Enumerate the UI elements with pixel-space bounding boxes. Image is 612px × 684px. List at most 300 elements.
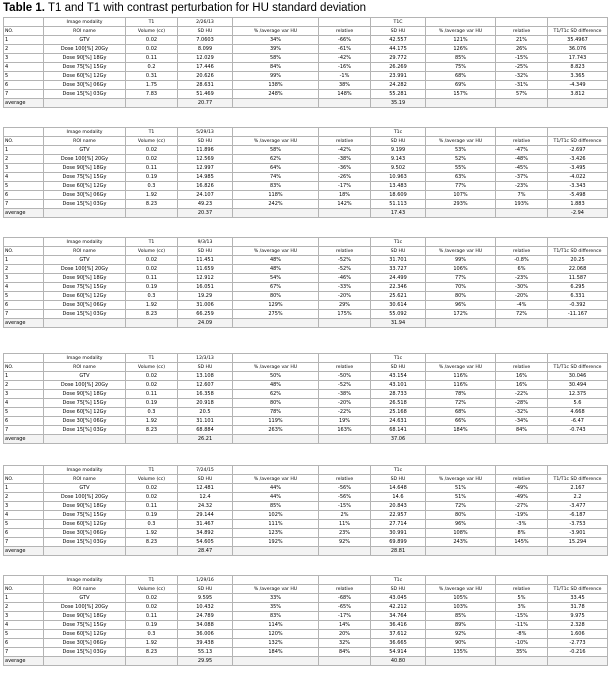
table-cell: 293% <box>426 200 496 209</box>
header-cell <box>426 576 496 585</box>
average-cell <box>496 435 548 444</box>
table-cell: Dose 100[%] 20Gy <box>44 155 126 164</box>
table-cell: 0.3 <box>126 292 178 301</box>
header-cell: T1 <box>126 18 178 27</box>
table-cell: 24.107 <box>178 191 233 200</box>
table-cell: 7.83 <box>126 90 178 99</box>
header-cell: SD HU <box>178 247 233 256</box>
table-cell: 49.23 <box>178 200 233 209</box>
header-row-modality <box>4 576 608 585</box>
average-cell <box>548 319 608 328</box>
session-table-block <box>3 237 607 345</box>
header-cell: T1 <box>126 128 178 137</box>
table-cell: 3 <box>4 274 44 283</box>
table-cell: 48% <box>233 256 319 265</box>
table-cell: 107% <box>426 191 496 200</box>
table-row <box>4 54 608 63</box>
table-cell: 3% <box>496 603 548 612</box>
table-cell: 2% <box>319 511 371 520</box>
table-cell: 0.3 <box>126 630 178 639</box>
table-row <box>4 292 608 301</box>
header-cell: ROI name <box>44 247 126 256</box>
table-row <box>4 372 608 381</box>
table-cell: 0.02 <box>126 146 178 155</box>
table-cell: 2.328 <box>548 621 608 630</box>
table-cell: 36.665 <box>371 639 426 648</box>
header-cell: relative <box>319 585 371 594</box>
table-cell: 11.659 <box>178 265 233 274</box>
average-cell <box>319 657 371 666</box>
table-cell: 6 <box>4 301 44 310</box>
table-cell: 62% <box>233 390 319 399</box>
table-cell: 8.23 <box>126 310 178 319</box>
table-row <box>4 648 608 657</box>
table-cell: 2 <box>4 603 44 612</box>
table-cell: -56% <box>319 484 371 493</box>
table-cell: -23% <box>496 182 548 191</box>
table-cell: Dose 90[%] 18Gy <box>44 502 126 511</box>
table-cell: -28% <box>496 399 548 408</box>
header-cell <box>4 576 44 585</box>
table-cell: 3.812 <box>548 90 608 99</box>
table-row <box>4 621 608 630</box>
table-row <box>4 182 608 191</box>
table-cell: 26.269 <box>371 63 426 72</box>
header-cell: NO. <box>4 27 44 36</box>
table-cell: 48% <box>233 381 319 390</box>
average-cell <box>126 435 178 444</box>
table-cell: 0.3 <box>126 520 178 529</box>
table-row <box>4 502 608 511</box>
table-cell: 12.912 <box>178 274 233 283</box>
table-cell: 103% <box>426 603 496 612</box>
table-cell: 163% <box>319 426 371 435</box>
table-cell: Dose 100[%] 20Gy <box>44 381 126 390</box>
table-cell: 33% <box>233 594 319 603</box>
table-cell: 0.02 <box>126 484 178 493</box>
table-cell: 67% <box>233 283 319 292</box>
table-cell: 3 <box>4 502 44 511</box>
table-row <box>4 146 608 155</box>
header-cell: % /average var HU <box>426 585 496 594</box>
header-cell <box>496 466 548 475</box>
table-cell: 31.78 <box>548 603 608 612</box>
table-cell: -42% <box>319 146 371 155</box>
table-cell: 8.823 <box>548 63 608 72</box>
average-row <box>4 657 608 666</box>
table-cell: 7 <box>4 200 44 209</box>
table-cell: 44% <box>233 484 319 493</box>
table-cell: -0.743 <box>548 426 608 435</box>
table-cell: Dose 100[%] 20Gy <box>44 603 126 612</box>
table-cell: Dose 100[%] 20Gy <box>44 493 126 502</box>
table-cell: -8% <box>496 630 548 639</box>
average-cell: 31.94 <box>371 319 426 328</box>
table-row <box>4 399 608 408</box>
table-cell: 16.358 <box>178 390 233 399</box>
table-row <box>4 274 608 283</box>
table-cell: 29.144 <box>178 511 233 520</box>
table-cell: 29% <box>319 301 371 310</box>
header-cell: % /average var HU <box>233 247 319 256</box>
table-cell: 18.609 <box>371 191 426 200</box>
table-cell: 17.446 <box>178 63 233 72</box>
table-cell: 0.11 <box>126 502 178 511</box>
table-cell: 9.595 <box>178 594 233 603</box>
table-cell: -5.498 <box>548 191 608 200</box>
table-cell: 142% <box>319 200 371 209</box>
table-cell: 0.3 <box>126 408 178 417</box>
table-row <box>4 408 608 417</box>
average-cell <box>126 319 178 328</box>
header-cell: % /average var HU <box>426 137 496 146</box>
average-cell <box>233 547 319 556</box>
header-cell <box>4 128 44 137</box>
header-cell <box>319 576 371 585</box>
table-cell: 7 <box>4 648 44 657</box>
table-cell: -38% <box>319 390 371 399</box>
table-cell: -47% <box>496 146 548 155</box>
table-cell: -45% <box>496 164 548 173</box>
average-cell: 20.77 <box>178 99 233 108</box>
table-cell: 43.045 <box>371 594 426 603</box>
table-cell: Dose 30[%] 06Gy <box>44 529 126 538</box>
header-cell: Volume (cc) <box>126 27 178 36</box>
header-cell: Image modality <box>44 128 126 137</box>
table-cell: 72% <box>426 399 496 408</box>
table-cell: 1.92 <box>126 639 178 648</box>
table-cell: 34.892 <box>178 529 233 538</box>
table-cell: Dose 100[%] 20Gy <box>44 45 126 54</box>
table-cell: 39.438 <box>178 639 233 648</box>
table-cell: 24.499 <box>371 274 426 283</box>
average-cell: 20.37 <box>178 209 233 218</box>
header-cell: T1c <box>371 576 426 585</box>
table-cell: 54.605 <box>178 538 233 547</box>
table-cell: 43.101 <box>371 381 426 390</box>
header-cell: Image modality <box>44 576 126 585</box>
table-cell: 1.92 <box>126 191 178 200</box>
table-cell: 5% <box>496 594 548 603</box>
header-cell: SD HU <box>371 475 426 484</box>
table-cell: Dose 15[%] 03Gy <box>44 426 126 435</box>
table-row <box>4 594 608 603</box>
table-cell: 7 <box>4 538 44 547</box>
table-cell: GTV <box>44 36 126 45</box>
header-cell: Volume (cc) <box>126 247 178 256</box>
average-row <box>4 319 608 328</box>
table-cell: 62% <box>233 155 319 164</box>
header-row-columns <box>4 27 608 36</box>
table-cell: 123% <box>233 529 319 538</box>
table-cell: Dose 15[%] 03Gy <box>44 90 126 99</box>
header-cell: SD HU <box>371 27 426 36</box>
table-cell: 172% <box>426 310 496 319</box>
table-cell: 116% <box>426 372 496 381</box>
table-cell: 8.23 <box>126 538 178 547</box>
average-cell: average <box>4 319 44 328</box>
table-cell: 30.991 <box>371 529 426 538</box>
table-cell: 8% <box>496 529 548 538</box>
table-cell: 36.076 <box>548 45 608 54</box>
table-cell: 118% <box>233 191 319 200</box>
header-cell: SD HU <box>371 247 426 256</box>
header-cell <box>496 354 548 363</box>
table-caption-text: T1 and T1 with contrast perturbation for HU standard deviation <box>44 2 367 14</box>
header-cell <box>548 18 608 27</box>
average-cell <box>426 547 496 556</box>
header-cell: 7/24/15 <box>178 466 233 475</box>
table-cell: 2 <box>4 45 44 54</box>
table-cell: 0.02 <box>126 594 178 603</box>
table-cell: 20.25 <box>548 256 608 265</box>
average-cell <box>233 209 319 218</box>
header-cell <box>233 466 319 475</box>
header-row-modality <box>4 18 608 27</box>
table-cell: -34% <box>496 417 548 426</box>
table-cell: 1 <box>4 372 44 381</box>
table-caption-label: Table 1. <box>3 2 45 14</box>
table-cell: 24.32 <box>178 502 233 511</box>
table-cell: 68% <box>426 72 496 81</box>
table-cell: 66.259 <box>178 310 233 319</box>
table-cell: -27% <box>496 502 548 511</box>
average-cell <box>233 657 319 666</box>
table-cell: 13.483 <box>371 182 426 191</box>
table-cell: 14.6 <box>371 493 426 502</box>
header-cell: Volume (cc) <box>126 137 178 146</box>
table-cell: 30.494 <box>548 381 608 390</box>
table-cell: -4.022 <box>548 173 608 182</box>
table-cell: 5.6 <box>548 399 608 408</box>
average-cell: 26.21 <box>178 435 233 444</box>
table-cell: -3.901 <box>548 529 608 538</box>
table-cell: 148% <box>319 90 371 99</box>
table-row <box>4 484 608 493</box>
table-cell: 1 <box>4 484 44 493</box>
table-cell: 8.23 <box>126 200 178 209</box>
table-cell: 6% <box>496 265 548 274</box>
table-cell: Dose 15[%] 03Gy <box>44 310 126 319</box>
table-cell: 9.502 <box>371 164 426 173</box>
table-cell: 116% <box>426 381 496 390</box>
header-cell <box>233 576 319 585</box>
header-cell: NO. <box>4 585 44 594</box>
header-cell <box>426 128 496 137</box>
average-cell <box>126 99 178 108</box>
header-cell: % /average var HU <box>233 363 319 372</box>
table-cell: 84% <box>233 63 319 72</box>
table-cell: 31.467 <box>178 520 233 529</box>
table-cell: 2 <box>4 493 44 502</box>
average-cell: -2.94 <box>548 209 608 218</box>
header-cell: 1/29/16 <box>178 576 233 585</box>
table-cell: 39% <box>233 45 319 54</box>
table-cell: 58% <box>233 146 319 155</box>
table-cell: 11% <box>319 520 371 529</box>
table-cell: 5 <box>4 630 44 639</box>
table-cell: Dose 30[%] 06Gy <box>44 191 126 200</box>
header-cell: T1c <box>371 238 426 247</box>
table-cell: 54% <box>233 274 319 283</box>
table-cell: 135% <box>426 648 496 657</box>
table-cell: Dose 75[%] 15Gy <box>44 399 126 408</box>
average-cell: average <box>4 209 44 218</box>
table-row <box>4 493 608 502</box>
table-cell: -4.349 <box>548 81 608 90</box>
table-cell: -30% <box>496 283 548 292</box>
table-row <box>4 520 608 529</box>
header-cell: T1C <box>371 18 426 27</box>
table-row <box>4 511 608 520</box>
table-cell: 25.168 <box>371 408 426 417</box>
table-cell: 6.331 <box>548 292 608 301</box>
table-cell: 126% <box>426 45 496 54</box>
header-cell: SD HU <box>178 137 233 146</box>
table-cell: -25% <box>496 63 548 72</box>
header-cell <box>233 18 319 27</box>
table-cell: 72% <box>426 502 496 511</box>
table-cell: -15% <box>496 54 548 63</box>
table-cell: 58% <box>233 54 319 63</box>
table-cell: 7 <box>4 310 44 319</box>
table-cell: -61% <box>319 45 371 54</box>
table-cell: 29.772 <box>371 54 426 63</box>
table-cell: 2 <box>4 265 44 274</box>
table-cell: Dose 90[%] 18Gy <box>44 54 126 63</box>
average-cell <box>126 657 178 666</box>
header-cell <box>4 18 44 27</box>
average-cell <box>496 99 548 108</box>
table-cell: 4 <box>4 283 44 292</box>
header-row-columns <box>4 585 608 594</box>
table-cell: 0.02 <box>126 256 178 265</box>
table-cell: Dose 90[%] 18Gy <box>44 390 126 399</box>
header-cell: relative <box>319 363 371 372</box>
table-cell: Dose 60[%] 12Gy <box>44 520 126 529</box>
table-cell: 4 <box>4 63 44 72</box>
table-cell: 5 <box>4 292 44 301</box>
table-cell: 145% <box>496 538 548 547</box>
table-cell: 2.2 <box>548 493 608 502</box>
table-cell: 75% <box>426 63 496 72</box>
table-cell: -22% <box>319 408 371 417</box>
average-row <box>4 209 608 218</box>
header-cell: relative <box>319 247 371 256</box>
average-cell <box>233 99 319 108</box>
table-cell: 18% <box>319 191 371 200</box>
table-cell: 28.631 <box>178 81 233 90</box>
header-cell: % /average var HU <box>426 363 496 372</box>
table-cell: 57% <box>496 90 548 99</box>
table-cell: 69.899 <box>371 538 426 547</box>
table-cell: 0.02 <box>126 45 178 54</box>
table-cell: -52% <box>319 256 371 265</box>
table-cell: -0.8% <box>496 256 548 265</box>
table-cell: 3 <box>4 390 44 399</box>
table-cell: -32% <box>496 72 548 81</box>
header-cell <box>426 18 496 27</box>
table-cell: -3.495 <box>548 164 608 173</box>
table-cell: 105% <box>426 594 496 603</box>
table-cell: 23% <box>319 529 371 538</box>
table-cell: 90% <box>426 639 496 648</box>
table-cell: Dose 75[%] 15Gy <box>44 511 126 520</box>
header-cell: T1/T1c SD difference <box>548 247 608 256</box>
table-cell: 31.101 <box>178 417 233 426</box>
header-cell: SD HU <box>178 363 233 372</box>
table-cell: 64% <box>233 164 319 173</box>
table-cell: 77% <box>426 182 496 191</box>
header-cell: relative <box>496 137 548 146</box>
table-cell: -3.477 <box>548 502 608 511</box>
table-cell: 4.668 <box>548 408 608 417</box>
table-cell: 51% <box>426 493 496 502</box>
table-cell: 193% <box>496 200 548 209</box>
table-cell: 2.167 <box>548 484 608 493</box>
table-row <box>4 612 608 621</box>
table-cell: 0.3 <box>126 182 178 191</box>
average-cell <box>548 657 608 666</box>
table-row <box>4 265 608 274</box>
table-cell: 1 <box>4 256 44 265</box>
average-cell <box>319 99 371 108</box>
header-cell: Volume (cc) <box>126 585 178 594</box>
table-cell: Dose 60[%] 12Gy <box>44 292 126 301</box>
table-cell: 5 <box>4 182 44 191</box>
header-cell <box>233 238 319 247</box>
table-cell: 35% <box>233 603 319 612</box>
table-cell: 0.19 <box>126 283 178 292</box>
table-cell: -42% <box>319 54 371 63</box>
table-cell: 24.631 <box>371 417 426 426</box>
average-cell <box>426 209 496 218</box>
table-cell: -0.216 <box>548 648 608 657</box>
average-cell <box>496 657 548 666</box>
table-cell: -3.753 <box>548 520 608 529</box>
table-cell: 12.029 <box>178 54 233 63</box>
table-cell: GTV <box>44 256 126 265</box>
table-cell: 31.701 <box>371 256 426 265</box>
table-cell: -26% <box>319 173 371 182</box>
table-cell: -4% <box>496 301 548 310</box>
header-cell: relative <box>319 475 371 484</box>
table-cell: 35% <box>496 648 548 657</box>
table-cell: -16% <box>319 63 371 72</box>
header-row-modality <box>4 354 608 363</box>
table-cell: 20.843 <box>371 502 426 511</box>
table-cell: -32% <box>496 408 548 417</box>
session-table <box>3 353 608 444</box>
table-cell: 78% <box>233 408 319 417</box>
average-cell: average <box>4 435 44 444</box>
table-cell: -56% <box>319 493 371 502</box>
header-cell <box>426 466 496 475</box>
table-cell: 84% <box>496 426 548 435</box>
table-cell: -3% <box>496 520 548 529</box>
table-cell: 83% <box>233 612 319 621</box>
table-cell: 99% <box>426 256 496 265</box>
average-cell <box>426 99 496 108</box>
table-cell: 275% <box>233 310 319 319</box>
table-cell: 0.02 <box>126 265 178 274</box>
table-cell: 243% <box>426 538 496 547</box>
table-cell: GTV <box>44 484 126 493</box>
header-cell: % /average var HU <box>233 27 319 36</box>
table-cell: 25.621 <box>371 292 426 301</box>
table-cell: -38% <box>319 155 371 164</box>
header-cell <box>233 128 319 137</box>
